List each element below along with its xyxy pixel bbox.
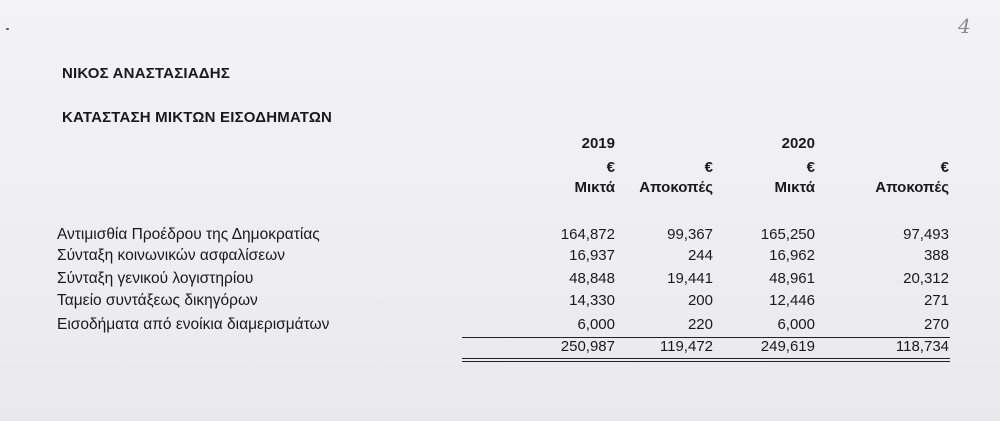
cell-value: 16,962 <box>769 247 815 264</box>
statement-title: ΚΑΤΑΣΤΑΣΗ ΜΙΚΤΩΝ ΕΙΣΟΔΗΜΑΤΩΝ <box>62 109 333 126</box>
currency-header-2019-deductions: € <box>704 159 713 176</box>
year-header-2020: 2020 <box>781 135 815 152</box>
cell-value: 164,872 <box>560 226 615 243</box>
cell-value: 48,961 <box>769 270 815 287</box>
row-label-apartment-rental-income: Εισοδήματα από ενοίκια διαμερισμάτων <box>57 316 330 333</box>
cell-value: 99,367 <box>667 226 713 243</box>
row-label-general-accounting-pension: Σύνταξη γενικού λογιστηρίου <box>57 270 254 287</box>
scan-speck <box>6 28 9 30</box>
row-label-presidential-salary: Αντιμισθία Προέδρου της Δημοκρατίας <box>57 226 320 243</box>
cell-value: 97,493 <box>903 226 949 243</box>
person-name: ΝΙΚΟΣ ΑΝΑΣΤΑΣΙΑΔΗΣ <box>62 65 231 82</box>
cell-value: 220 <box>687 316 713 333</box>
column-header-2020-gross: Μικτά <box>774 179 815 196</box>
totals-double-rule-upper <box>462 358 950 359</box>
column-header-2019-deductions: Αποκοπές <box>639 179 713 196</box>
cell-value: 244 <box>687 247 713 264</box>
year-header-2019: 2019 <box>581 135 615 152</box>
cell-value: 20,312 <box>903 270 949 287</box>
total-2020-gross: 249,619 <box>760 338 815 355</box>
cell-value: 270 <box>923 316 949 333</box>
row-label-lawyers-pension-fund: Ταμείο συντάξεως δικηγόρων <box>57 292 258 309</box>
cell-value: 200 <box>687 292 713 309</box>
column-header-2019-gross: Μικτά <box>574 179 615 196</box>
cell-value: 6,000 <box>777 316 815 333</box>
cell-value: 271 <box>923 292 949 309</box>
cell-value: 388 <box>923 247 949 264</box>
column-header-2020-deductions: Αποκοπές <box>875 179 949 196</box>
row-label-social-insurance-pension: Σύνταξη κοινωνικών ασφαλίσεων <box>57 247 285 264</box>
currency-header-2019-gross: € <box>606 159 615 176</box>
cell-value: 165,250 <box>760 226 815 243</box>
total-2019-gross: 250,987 <box>560 338 615 355</box>
total-2020-deductions: 118,734 <box>895 338 949 355</box>
cell-value: 12,446 <box>769 292 815 309</box>
handwritten-page-number: 4 <box>958 14 971 38</box>
cell-value: 6,000 <box>577 316 615 333</box>
totals-double-rule-lower <box>462 361 950 362</box>
currency-header-2020-deductions: € <box>940 159 949 176</box>
cell-value: 16,937 <box>569 247 615 264</box>
currency-header-2020-gross: € <box>806 159 815 176</box>
total-2019-deductions: 119,472 <box>659 338 713 355</box>
cell-value: 19,441 <box>667 270 713 287</box>
cell-value: 14,330 <box>569 292 615 309</box>
cell-value: 48,848 <box>569 270 615 287</box>
